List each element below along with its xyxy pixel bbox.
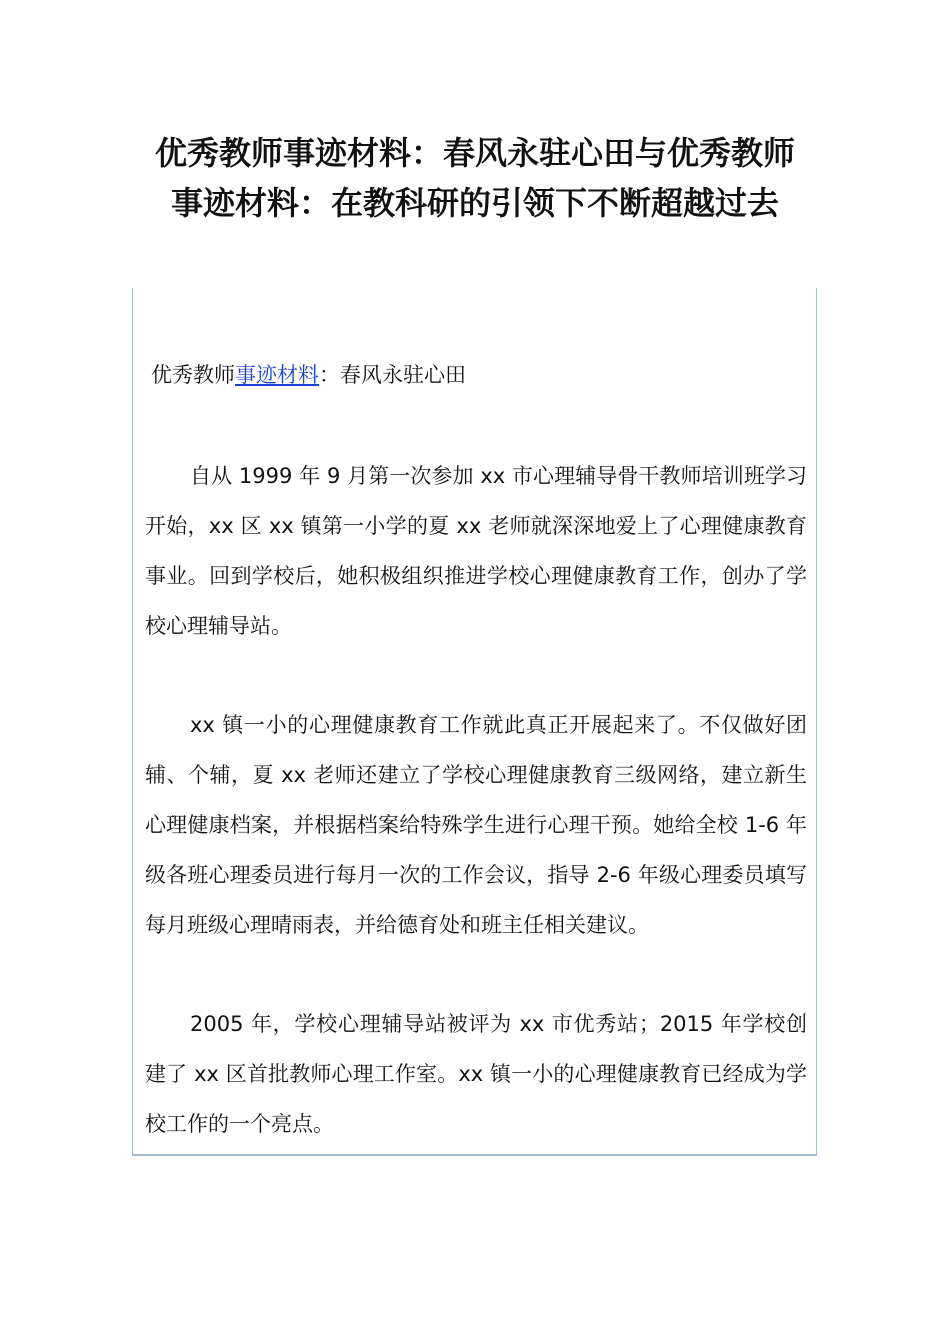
article-subtitle	[151, 360, 466, 390]
subtitle-link[interactable]: 事迹材料	[235, 363, 319, 387]
article-content-box	[132, 288, 817, 1156]
paragraph-2: xx 镇一小的心理健康教育工作就此真正开展起来了。不仅做好团辅、个辅，夏 xx 老师还建立了学校心理健康教育三级网络，建立新生心理健康档案，并根据档案给特殊学生进行心理干预。她给全校 1-6 年级各班心理委员进行每月一次的工作会议，指导 2-6 年级心理委员填写每月班级心理晴雨表，并给德育处和班主任相关建议。	[145, 713, 807, 937]
document-title	[120, 128, 830, 228]
subtitle-suffix: ：春风永驻心田	[319, 363, 466, 387]
document-title-line-2: 事迹材料：在教科研的引领下不断超越过去	[170, 184, 779, 222]
subtitle-prefix: 优秀教师	[151, 363, 235, 387]
paragraph-1: 自从 1999 年 9 月第一次参加 xx 市心理辅导骨干教师培训班学习开始，xx 区 xx 镇第一小学的夏 xx 老师就深深地爱上了心理健康教育事业。回到学校后，她积极组织推进学校心理健康教育工作，创办了学校心理辅导站。	[145, 464, 807, 638]
document-title-line-1: 优秀教师事迹材料：春风永驻心田与优秀教师	[154, 134, 795, 172]
paragraph-3: 2005 年，学校心理辅导站被评为 xx 市优秀站；2015 年学校创建了 xx 区首批教师心理工作室。xx 镇一小的心理健康教育已经成为学校工作的一个亮点。	[145, 1012, 807, 1136]
